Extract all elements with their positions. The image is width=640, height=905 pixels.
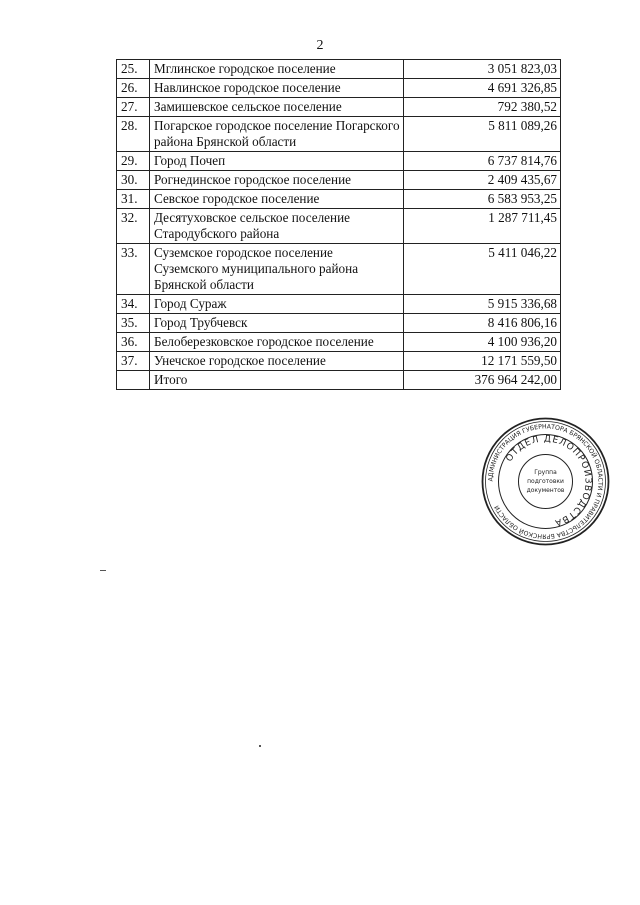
settlement-name: Город Почеп	[150, 152, 404, 171]
settlement-name: Суземское городское поселение Суземского муниципального района Брянской области	[150, 244, 404, 295]
table-row	[117, 209, 561, 244]
row-number: 25.	[117, 60, 150, 79]
amount: 6 583 953,25	[404, 190, 561, 209]
amount: 8 416 806,16	[404, 314, 561, 333]
official-stamp	[480, 416, 611, 547]
stamp-center-line: подготовки	[527, 478, 564, 485]
table-row	[117, 171, 561, 190]
amount: 4 691 326,85	[404, 79, 561, 98]
settlement-name: Унечское городское поселение	[150, 352, 404, 371]
row-number: 30.	[117, 171, 150, 190]
amount: 2 409 435,67	[404, 171, 561, 190]
table-row	[117, 152, 561, 171]
settlement-name: Город Трубчевск	[150, 314, 404, 333]
row-number: 32.	[117, 209, 150, 244]
row-number: 34.	[117, 295, 150, 314]
row-number: 37.	[117, 352, 150, 371]
settlement-name: Севское городское поселение	[150, 190, 404, 209]
table-row	[117, 79, 561, 98]
page-number: 2	[316, 38, 324, 53]
table-row	[117, 98, 561, 117]
row-number: 26.	[117, 79, 150, 98]
stamp-seal-icon	[480, 416, 611, 547]
table-row	[117, 117, 561, 152]
amount: 5 915 336,68	[404, 295, 561, 314]
row-number: 35.	[117, 314, 150, 333]
stamp-outer-text: АДМИНИСТРАЦИЯ ГУБЕРНАТОРА БРЯНСКОЙ ОБЛАСТИ И ПРАВИТЕЛЬСТВА БРЯНСКОЙ ОБЛАСТИ	[487, 423, 604, 540]
amount: 3 051 823,03	[404, 60, 561, 79]
total-number-cell	[117, 371, 150, 390]
table-row	[117, 314, 561, 333]
settlement-name: Рогнединское городское поселение	[150, 171, 404, 190]
settlements-table	[116, 59, 561, 390]
table-row	[117, 333, 561, 352]
stamp-center-line: документов	[526, 487, 565, 494]
settlement-name: Мглинское городское поселение	[150, 60, 404, 79]
row-number: 31.	[117, 190, 150, 209]
table-row	[117, 60, 561, 79]
scan-mark	[259, 745, 261, 747]
scan-mark	[100, 570, 106, 571]
amount: 12 171 559,50	[404, 352, 561, 371]
settlement-name: Десятуховское сельское поселение Стародубского района	[150, 209, 404, 244]
total-row	[117, 371, 561, 390]
row-number: 29.	[117, 152, 150, 171]
settlement-name: Погарское городское поселение Погарского района Брянской области	[150, 117, 404, 152]
stamp-arc-text: ОТДЕЛ ДЕЛОПРОИЗВОДСТВА	[504, 434, 593, 528]
row-number: 28.	[117, 117, 150, 152]
amount: 792 380,52	[404, 98, 561, 117]
total-amount: 376 964 242,00	[404, 371, 561, 390]
amount: 5 411 046,22	[404, 244, 561, 295]
table-row	[117, 295, 561, 314]
stamp-center-line: Группа	[534, 469, 557, 476]
row-number: 33.	[117, 244, 150, 295]
table-row	[117, 190, 561, 209]
total-label: Итого	[150, 371, 404, 390]
settlement-name: Замишевское сельское поселение	[150, 98, 404, 117]
amount: 1 287 711,45	[404, 209, 561, 244]
amount: 5 811 089,26	[404, 117, 561, 152]
settlement-name: Навлинское городское поселение	[150, 79, 404, 98]
settlement-name: Город Сураж	[150, 295, 404, 314]
table-row	[117, 244, 561, 295]
settlement-name: Белоберезковское городское поселение	[150, 333, 404, 352]
table-row	[117, 352, 561, 371]
amount: 6 737 814,76	[404, 152, 561, 171]
table-body	[117, 60, 561, 390]
row-number: 36.	[117, 333, 150, 352]
row-number: 27.	[117, 98, 150, 117]
amount: 4 100 936,20	[404, 333, 561, 352]
